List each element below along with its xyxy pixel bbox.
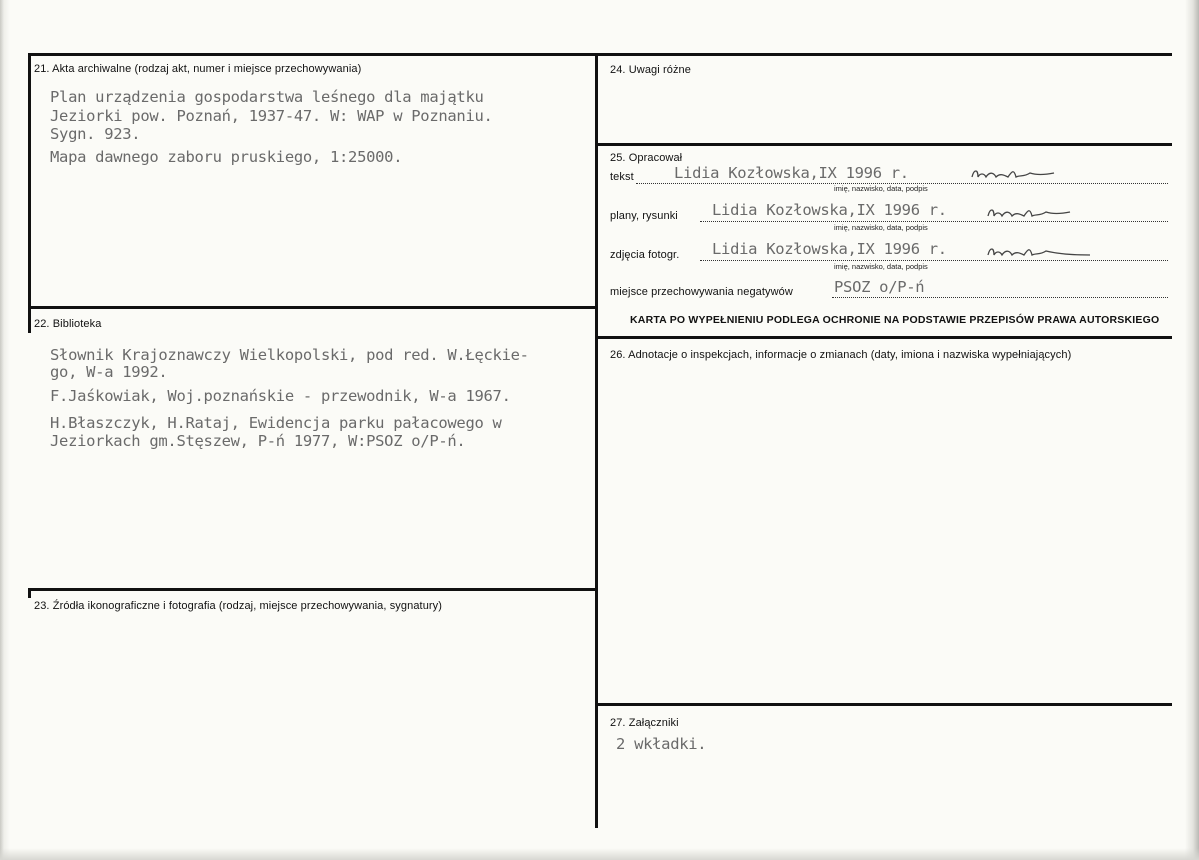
section-27-label: 27. Załączniki bbox=[610, 717, 679, 729]
section-21-label: 21. Akta archiwalne (rodzaj akt, numer i miejsce przechowywania) bbox=[34, 63, 362, 75]
section-26-label: 26. Adnotacje o inspekcjach, informacje o zmianach (daty, imiona i nazwiska wypełniających) bbox=[610, 349, 1072, 361]
tekst-value: Lidia Kozłowska,IX 1996 r. bbox=[674, 164, 909, 182]
plany-label: plany, rysunki bbox=[610, 210, 678, 222]
zdjecia-label: zdjęcia fotogr. bbox=[610, 249, 680, 261]
plany-value: Lidia Kozłowska,IX 1996 r. bbox=[712, 201, 947, 219]
divider-22-23 bbox=[28, 588, 598, 591]
negatywy-label: miejsce przechowywania negatywów bbox=[610, 286, 793, 298]
section-22-line-2: go, W-a 1992. bbox=[50, 363, 168, 381]
copyright-notice: KARTA PO WYPEŁNIENIU PODLEGA OCHRONIE NA PODSTAWIE PRZEPISÓW PRAWA AUTORSKIEGO bbox=[630, 314, 1160, 326]
section-27-value: 2 wkładki. bbox=[616, 735, 707, 753]
left-border-line bbox=[28, 53, 31, 333]
section-24-label: 24. Uwagi różne bbox=[610, 64, 691, 76]
section-21-line-4: Mapa dawnego zaboru pruskiego, 1:25000. bbox=[50, 148, 403, 166]
section-21-line-3: Sygn. 923. bbox=[50, 125, 141, 143]
divider-25-26 bbox=[598, 336, 1172, 339]
divider-26-27 bbox=[598, 703, 1172, 706]
section-22-line-4: H.Błaszczyk, H.Rataj, Ewidencja parku pałacowego w bbox=[50, 414, 502, 432]
tekst-caption: imię, nazwisko, data, podpis bbox=[834, 184, 928, 193]
section-22-line-5: Jeziorkach gm.Stęszew, P-ń 1977, W:PSOZ o/P-ń. bbox=[50, 432, 466, 450]
top-border-line bbox=[28, 53, 1172, 56]
section-25-label: 25. Opracował bbox=[610, 152, 683, 164]
section-22-label: 22. Biblioteka bbox=[34, 318, 102, 330]
tekst-signature bbox=[968, 163, 1058, 185]
divider-21-22 bbox=[28, 306, 598, 309]
divider-24-25 bbox=[598, 143, 1172, 146]
tekst-label: tekst bbox=[610, 171, 634, 183]
zdjecia-fill-line bbox=[700, 260, 1168, 261]
section-21-line-1: Plan urządzenia gospodarstwa leśnego dla majątku bbox=[50, 88, 484, 106]
section-21-line-2: Jeziorki pow. Poznań, 1937-47. W: WAP w Poznaniu. bbox=[50, 107, 493, 125]
section-22-line-3: F.Jaśkowiak, Woj.poznańskie - przewodnik, W-a 1967. bbox=[50, 387, 511, 405]
section-23-label: 23. Źródła ikonograficzne i fotografia (rodzaj, miejsce przechowywania, sygnatury) bbox=[34, 600, 443, 612]
plany-fill-line bbox=[700, 221, 1168, 222]
plany-signature bbox=[984, 202, 1074, 224]
zdjecia-signature bbox=[984, 241, 1094, 263]
plany-caption: imię, nazwisko, data, podpis bbox=[834, 223, 928, 232]
negatywy-fill-line bbox=[832, 297, 1168, 298]
negatywy-value: PSOZ o/P-ń bbox=[834, 278, 925, 296]
section-22-line-1: Słownik Krajoznawczy Wielkopolski, pod red. W.Łęckie- bbox=[50, 346, 529, 364]
center-divider-line bbox=[595, 53, 598, 828]
zdjecia-caption: imię, nazwisko, data, podpis bbox=[834, 262, 928, 271]
zdjecia-value: Lidia Kozłowska,IX 1996 r. bbox=[712, 240, 947, 258]
